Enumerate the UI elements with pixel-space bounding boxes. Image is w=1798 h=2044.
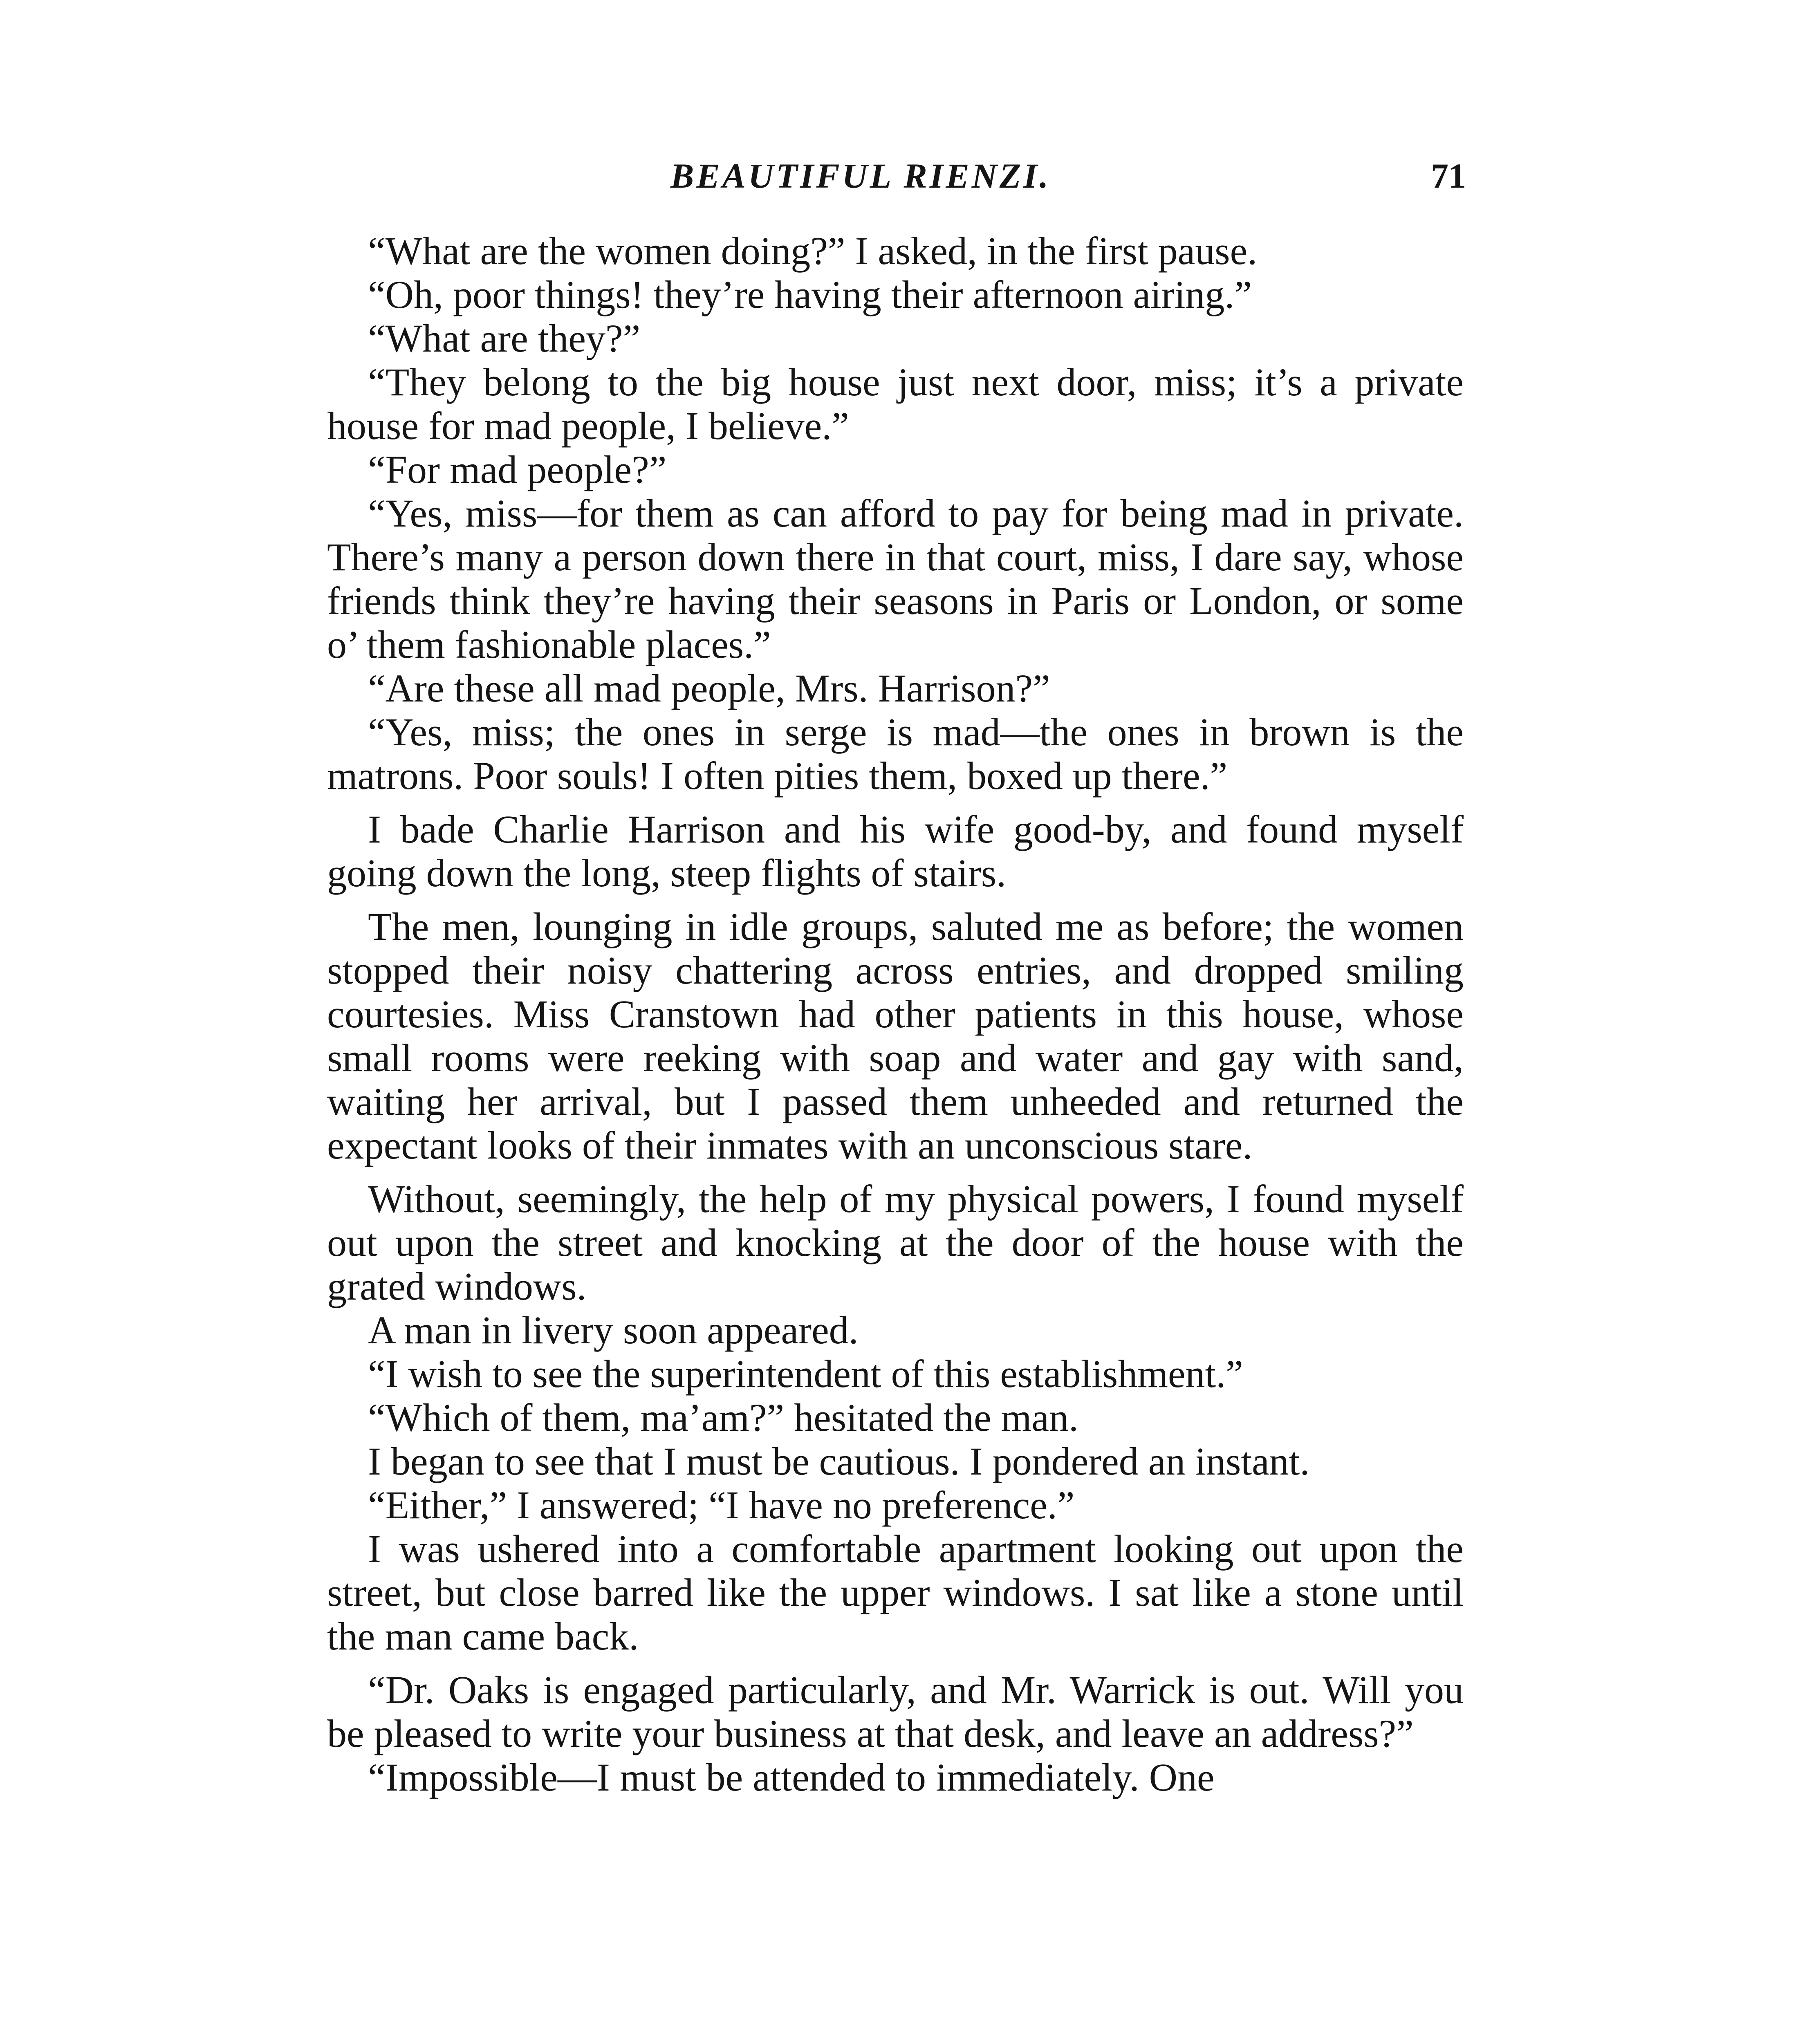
paragraph: A man in livery soon appeared. (368, 1308, 859, 1352)
paragraph: “For mad people?” (368, 448, 667, 491)
paragraph: “Yes, miss—for them as can afford to pay for being mad in private. There’s many a person down there in that court, miss, I dare say, whose friends think they’re having their seasons in Paris or London, or some o’ them fashionable places.” (327, 491, 1464, 666)
paragraph: I began to see that I must be cautious. I pondered an instant. (368, 1439, 1310, 1483)
paragraph: “Yes, miss; the ones in serge is mad—the ones in brown is the matrons. Poor souls! I often pities them, boxed up there.” (327, 710, 1464, 798)
paragraph: “They belong to the big house just next door, miss; it’s a private house for mad people, I believe.” (327, 360, 1464, 448)
paragraph: “I wish to see the superintendent of this establishment.” (368, 1352, 1243, 1396)
paragraph: “Either,” I answered; “I have no preference.” (368, 1483, 1075, 1527)
paragraph: Without, seemingly, the help of my physical powers, I found myself out upon the street and knocking at the door of the house with the grated windows. (327, 1177, 1464, 1308)
paragraph: The men, lounging in idle groups, saluted me as before; the women stopped their noisy chattering across entries, and dropped smiling courtesies. Miss Cranstown had other patients in this house, whose small rooms were reeking with soap and water and gay with sand, waiting her arrival, but I passed them unheeded and returned the expectant looks of their inmates with an unconscious stare. (327, 905, 1464, 1167)
paragraph: “Impossible—I must be attended to immediately. One (368, 1755, 1215, 1799)
paragraph: “What are they?” (368, 316, 641, 360)
body-text (327, 229, 1464, 1799)
paragraph: I bade Charlie Harrison and his wife good-by, and found myself going down the long, steep flights of stairs. (327, 807, 1464, 895)
paragraph: “Oh, poor things! they’re having their afternoon airing.” (368, 273, 1252, 316)
running-header-title: BEAUTIFUL RIENZI. (670, 156, 1051, 195)
paragraph: “Are these all mad people, Mrs. Harrison?” (368, 666, 1050, 710)
paragraph: “Dr. Oaks is engaged particularly, and Mr. Warrick is out. Will you be pleased to write your business at that desk, and leave an address?” (327, 1668, 1464, 1755)
paragraph: I was ushered into a comfortable apartment looking out upon the street, but close barred like the upper windows. I sat like a stone until the man came back. (327, 1527, 1464, 1658)
paragraph: “What are the women doing?” I asked, in the first pause. (368, 229, 1258, 273)
paragraph: “Which of them, ma’am?” hesitated the man. (368, 1396, 1078, 1439)
page-number: 71 (1431, 156, 1466, 195)
